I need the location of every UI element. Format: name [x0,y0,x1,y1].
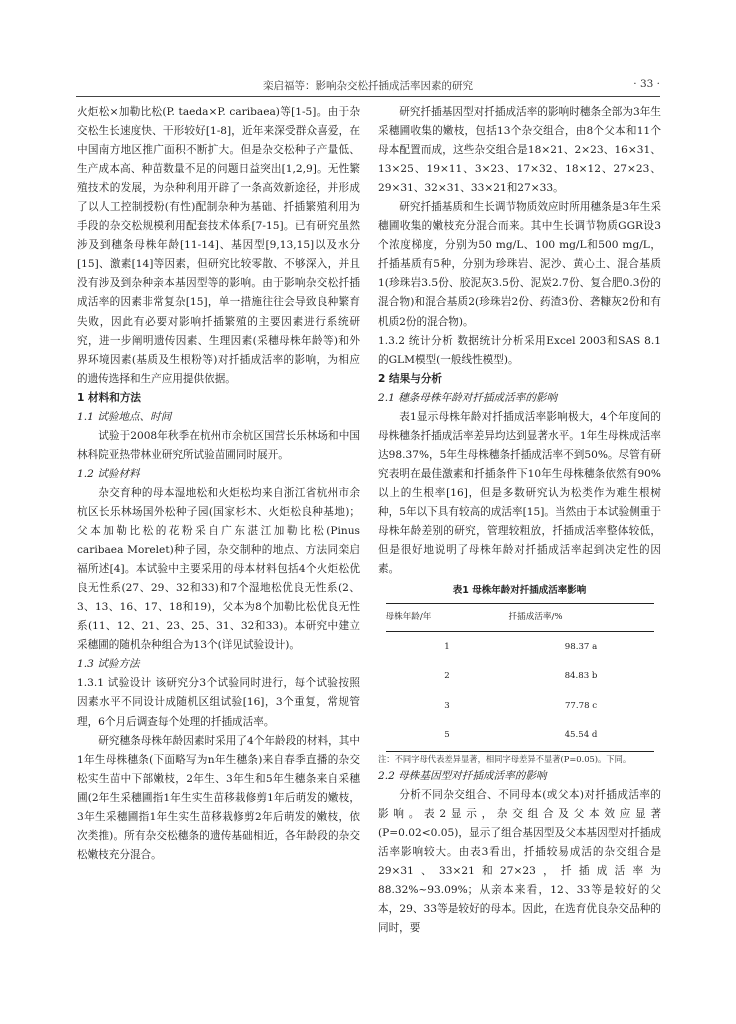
table-cell-rate: 77.78 c [564,700,598,711]
right-column [378,103,661,938]
paragraph-statistics: 1.3.2 统计分析 数据统计分析采用Excel 2003和SAS 8.1的GLM模型(一般线性模型)。 [378,334,661,366]
table-row [386,692,654,722]
paragraph-genotype-effect: 分析不同杂交组合、不同母本(或父本)对扦插成活率的影响。表2显示，杂交组合及父本效应显著(P=0.02<0.05)，显示了组合基因型及父本基因型对扦插成活率影响较大。由表3看出，扦插较易成活的杂交组合是29×31、33×21和27×23，扦插成活率为88.32%~93.09%；从亲本来看，12、33等是较好的父本，29、33等是较好的母本。因此，在选育优良杂交品种的同时，要 [378,788,661,935]
paragraph-site-time: 试验于2008年秋季在杭州市余杭区国营长乐林场和中国林科院亚热带林业研究所试验苗圃同时展开。 [77,429,360,461]
running-header [76,78,660,94]
paragraph-substrate-material: 研究扦插基质和生长调节物质效应时所用穗条是3年生采穗圃收集的嫩枝充分混合而来。其中生长调节物质GGR设3个浓度梯度，分别为50 mg/L、100 mg/L和500 mg/L，扦插基质有5种，分别为珍珠岩、泥沙、黄心土、混合基质1(珍珠岩3.5份、胶泥灰3.5份、泥炭2.7份、复合肥0.3份的混合物)和混合基质2(珍珠岩2份、药渣3份、砻糠灰2份和有机质2份的混合物)。 [378,201,661,328]
subsection-heading-methods: 1.3 试验方法 [77,658,140,671]
table-cell-rate: 98.37 a [564,641,598,652]
section-heading-results: 2 结果与分析 [378,372,443,385]
subsection-heading-age-effect: 2.1 穗条母株年龄对扦插成活率的影响 [378,391,558,404]
header-rule [76,96,660,97]
table-cell-age: 2 [444,671,450,682]
table1-title: 表1 母株年龄对扦插成活率影响 [452,585,587,597]
table-header-row [386,604,654,632]
page-number: · 33 · [633,78,660,90]
table-row [386,662,654,692]
table-row [386,721,654,751]
subsection-heading-materials: 1.2 试验材料 [77,467,140,480]
table-cell-rate: 84.83 b [564,671,598,682]
table-row [386,632,654,662]
subsection-heading-genotype-effect: 2.2 母株基因型对扦插成活率的影响 [378,769,547,782]
paragraph-materials: 杂交育种的母本湿地松和火炬松均来自浙江省杭州市余杭区长乐林场国外松种子园(国家杉木、火炬松良种基地)；父本加勒比松的花粉采自广东湛江加勒比松(Pinus caribaea Morelet)种子园，杂交制种的地点、方法同栾启福所述[4]。本试验中主要采用的母本材料包括4个火炬松优良无性系(27、29、32和33)和7个湿地松优良无性系(2、3、13、16、17、18和19)，父本为8个加勒比松优良无性系(11、12、21、23、25、31、32和33)。本研究中建立采穗圃的随机杂种组合为13个(详见试验设计)。 [77,486,360,652]
left-column [77,103,360,865]
table1-note: 注：不同字母代表差异显著，相同字母差异不显著(P=0.05)。下同。 [378,753,632,764]
header-title: 栾启福等：影响杂交松扦插成活率因素的研究 [263,80,473,92]
table-header-rate: 扦插成活率/% [509,604,654,632]
table-cell-age: 5 [386,721,509,751]
table-header-age: 母株年龄/年 [386,604,509,632]
section-heading-materials-methods: 1 材料和方法 [77,391,142,404]
paragraph-age-effect: 表1显示母株年龄对扦插成活率影响极大，4个年度间的母株穗条扦插成活率差异均达到显著水平。1年生母株成活率达98.37%，5年生母株穗条扦插成活率不到50%。尽管有研究表明在最佳激素和扦插条件下10年生母株穗条依然有90%以上的生根率[16]，但是多数研究认为松类作为难生根树种，5年以下具有较高的成活率[15]。当然由于本试验侧重于母株年龄差别的研究，管理较粗放，扦插成活率整体较低，但是很好地说明了母株年龄对扦插成活率起到决定性的因素。 [378,410,661,576]
intro-paragraph: 火炬松×加勒比松(P. taeda×P. caribaea)等[1-5]。由于杂交松生长速度快、干形较好[1-8]，近年来深受群众喜爱，在中国南方地区推广面积不断扩大。但是杂交松种子产量低、生产成本高、种苗数量不足的问题日益突出[1,2,9]。无性繁殖技术的发展，为杂种利用开辟了一条高效新途径，并形成了以人工控制授粉(有性)配制杂种为基础、扦插繁殖利用为手段的杂交松规模利用配套技术体系[7-15]。已有研究虽然涉及到穗条母株年龄[11-14]、基因型[9,13,15]以及水分[15]、激素[14]等因素，但研究比较零散、不够深入，并且没有涉及到杂种亲本基因型等的影响。由于影响杂交松扦插成活率的因素非常复杂[15]，单一措施往往会导致良种繁育失败，因此有必要对影响扦插繁殖的主要因素进行系统研究，进一步阐明遗传因素、生理因素(采穗母株年龄等)和外界环境因素(基质及生根粉等)对扦插成活率的影响，为相应的遗传选择和生产应用提供依据。 [77,106,360,385]
table1 [386,603,654,752]
paragraph-age-material: 研究穗条母株年龄因素时采用了4个年龄段的材料，其中1年生母株穗条(下面略写为n年生穗条)来自春季直播的杂交松实生苗中下部嫩枝，2年生、3年生和5年生穗条来自采穗圃(2年生采穗圃指1年生实生苗移栽修剪1年后萌发的嫩枝，3年生采穗圃指1年生实生苗移栽修剪2年后萌发的嫩枝，依次类推)。所有杂交松穗条的遗传基础相近，各年龄段的杂交松嫩枝充分混合。 [77,734,360,861]
table-cell-age: 3 [444,700,450,711]
paragraph-design: 1.3.1 试验设计 该研究分3个试验同时进行，每个试验按照因素水平不同设计成随机区组试验[16]，3个重复，常规管理，6个月后调查每个处理的扦插成活率。 [77,677,360,728]
table-cell-rate: 45.54 d [509,721,654,751]
paragraph-genotype-material: 研究扦插基因型对扦插成活率的影响时穗条全部为3年生采穗圃收集的嫩枝，包括13个杂交组合，由8个父本和11个母本配置而成，这些杂交组合是18×21、2×23、16×31、13×25、19×11、3×23、17×32、18×12、27×23、29×31、32×31、33×21和27×33。 [378,106,661,195]
subsection-heading-site-time: 1.1 试验地点、时间 [77,410,172,423]
table-cell-age: 1 [444,641,450,652]
